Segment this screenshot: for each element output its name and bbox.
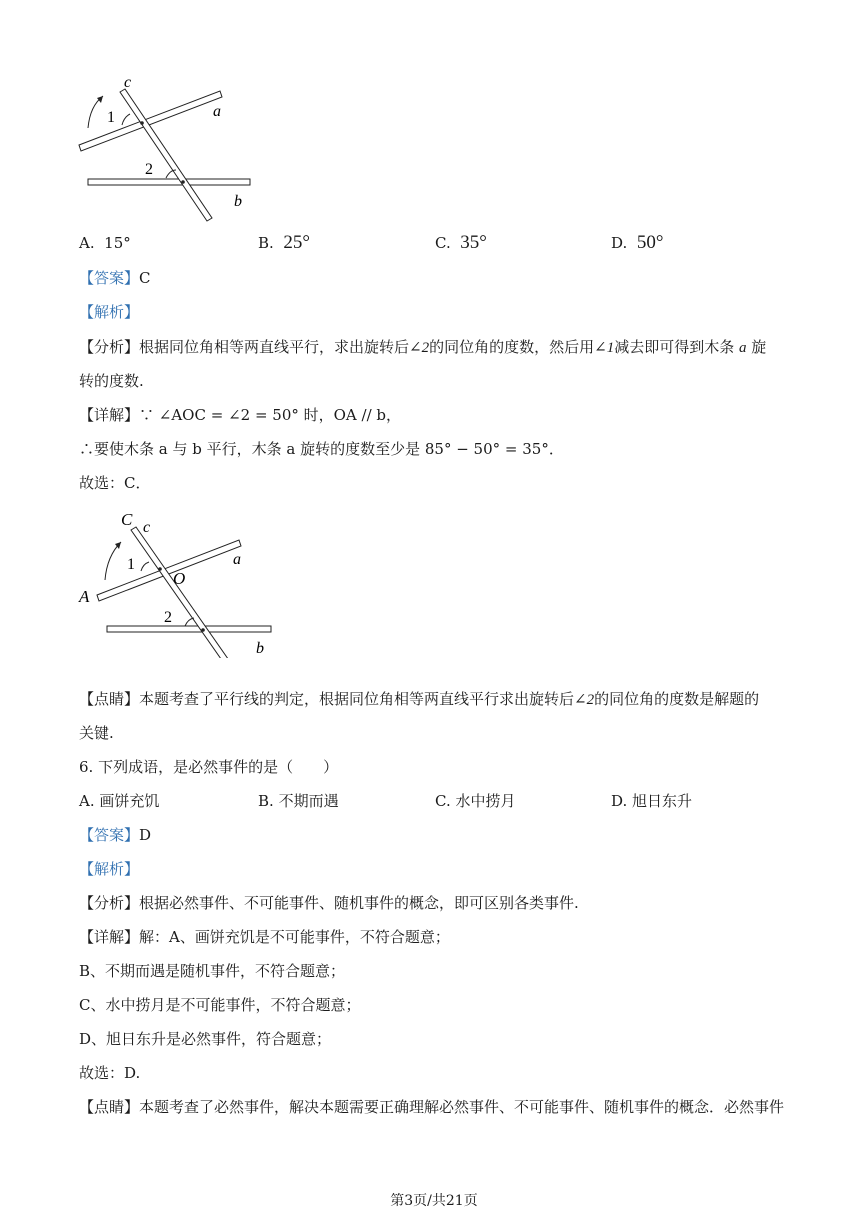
fig2-label-O: O (173, 569, 186, 588)
q6-xiangjie-line-1: 【详解】解：A、画饼充饥是不可能事件，不符合题意； (79, 928, 450, 946)
q5-dianjing-line-2: 关键. (79, 724, 114, 742)
fig2-label-a: a (233, 551, 241, 568)
q5-option-b: B. 25° (258, 232, 310, 253)
fig1-label-1: 1 (107, 109, 115, 126)
q6-analysis-tag: 【解析】 (79, 860, 140, 878)
figure-1-rotation-diagram (70, 70, 270, 225)
q5-xiangjie-line-2: ∴要使木条 a 与 b 平行，木条 a 旋转的度数至少是 85° − 50° = 35°． (79, 440, 564, 458)
q6-option-a: A. 画饼充饥 (79, 792, 160, 810)
fig2-label-A: A (79, 587, 90, 606)
q5-xiangjie-line-1: 【详解】∵ ∠AOC = ∠2 = 50° 时，OA // b， (79, 406, 402, 424)
q6-guxuan: 故选：D. (79, 1064, 141, 1082)
fig1-label-b: b (234, 193, 242, 210)
q6-option-d: D. 旭日东升 (611, 792, 693, 810)
fig2-label-2: 2 (164, 609, 172, 626)
q6-stem: 6. 下列成语，是必然事件的是（ ） (79, 758, 339, 776)
fig2-label-C: C (121, 510, 133, 529)
page-footer: 第3页/共21页 (390, 1193, 478, 1209)
q6-xiangjie-line-3: C、水中捞月是不可能事件，不符合题意； (79, 996, 361, 1014)
fig2-label-b: b (256, 640, 264, 657)
q6-option-b: B. 不期而遇 (258, 792, 339, 810)
q5-guxuan: 故选：C． (79, 474, 151, 492)
q5-option-a: A. 15° (79, 234, 131, 252)
fig1-label-c: c (124, 74, 132, 91)
figure-2-solution-diagram (75, 508, 290, 658)
q5-fenxi-line-2: 转的度数. (79, 372, 144, 390)
q6-answer: 【答案】D (79, 826, 152, 844)
fig1-label-a: a (213, 103, 221, 120)
q5-answer: 【答案】C (79, 269, 151, 287)
q5-fenxi-line-1: 【分析】根据同位角相等两直线平行，求出旋转后∠2的同位角的度数，然后用∠1减去即可得到木条 a 旋 (79, 338, 767, 356)
fig2-label-1: 1 (127, 556, 135, 573)
q6-fenxi: 【分析】根据必然事件、不可能事件、随机事件的概念，即可区别各类事件. (79, 894, 579, 912)
q5-option-c: C. 35° (435, 232, 487, 253)
q5-analysis-tag: 【解析】 (79, 303, 140, 321)
q6-dianjing: 【点睛】本题考查了必然事件，解决本题需要正确理解必然事件、不可能事件、随机事件的概念．必然事件 (79, 1098, 785, 1116)
fig2-label-c: c (143, 519, 151, 536)
q6-xiangjie-line-4: D、旭日东升是必然事件，符合题意； (79, 1030, 332, 1048)
q6-option-c: C. 水中捞月 (435, 792, 516, 810)
fig1-label-2: 2 (145, 161, 153, 178)
q6-xiangjie-line-2: B、不期而遇是随机事件，不符合题意； (79, 962, 346, 980)
q5-option-d: D. 50° (611, 232, 664, 253)
q5-dianjing-line-1: 【点睛】本题考查了平行线的判定，根据同位角相等两直线平行求出旋转后∠2的同位角的度数是解题的 (79, 690, 760, 708)
